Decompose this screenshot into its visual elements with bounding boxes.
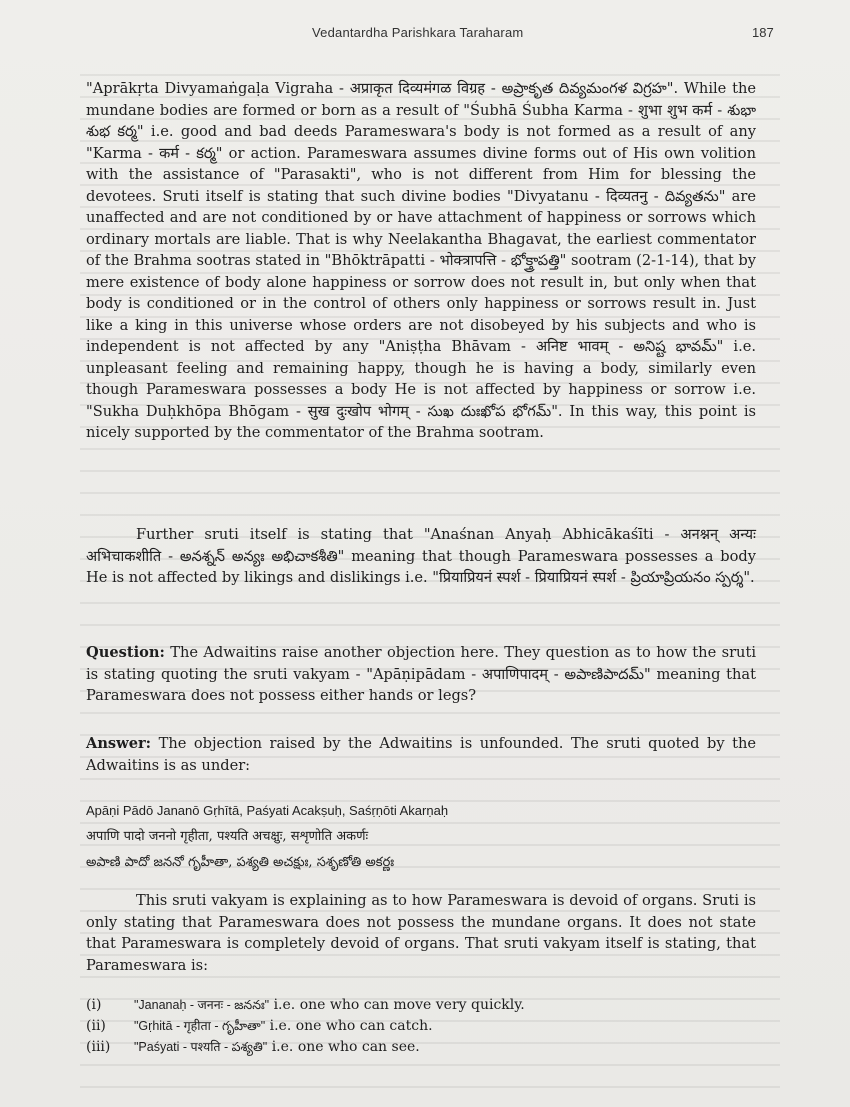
- verse-telugu: అపాణి పాదో జననో గృహీతా, పశ్యతి అచక్షుః, సశృణోతి అకర్ణః: [86, 855, 395, 870]
- page-header: [0, 22, 850, 42]
- list-term: "Gṛhitā - गृहीता - గృహీతా": [134, 1019, 266, 1033]
- list-term: "Jananaḥ - जननः - జననః": [134, 998, 270, 1012]
- paragraph-further-sruti: [86, 524, 756, 589]
- verse-devanagari: अपाणि पादो जननो गृहीता, पश्यति अचक्षुः, सशृणोति अकर्णः: [86, 829, 369, 844]
- list-item: [86, 1016, 756, 1037]
- paragraph-answer: [86, 733, 756, 776]
- list-number: (i): [86, 997, 102, 1013]
- paragraph-text: This sruti vakyam is explaining as to how Parameswara is devoid of organs. Sruti is only stating that Parameswara does not possess the mundane organs. It does not state that Parameswara is completely devoid of organs. That sruti vakyam itself is stating, that Parameswara is:: [86, 892, 756, 974]
- list-number: (ii): [86, 1018, 106, 1034]
- paragraph-explanation: [86, 890, 756, 976]
- list-desc: i.e. one who can catch.: [265, 1018, 433, 1034]
- question-text: The Adwaitins raise another objection here. They question as to how the sruti is stating quoting the sruti vakyam - "Apāṇipādam - अपाणिपादम् - అపాణిపాదమ్" meaning that Parameswara does not possess either hands or legs?: [86, 644, 756, 704]
- paragraph-text: "Aprākṛta Divyamaṅgaḷa Vigraha - अप्राकृत दिव्यमंगळ विग्रह - అప్రాకృత దివ్యమంగళ విగ్రహ". While the mundane bodies are formed or born as a result of "Śubhā Śubha Karma - शुभा शुभ कर्म - శుభా శుభ కర్మ" i.e. good and bad deeds Parameswara's body is not formed as a result of any "Karma - कर्म - కర్మ" or action. Parameswara assumes divine forms out of His own volition with the assistance of "Parasakti", who is not different from Him for blessing the devotees. Sruti itself is stating that such divine bodies "Divyatanu - दिव्यतनु - దివ్యతను" are unaffected and are not conditioned by or have attachment of happiness or sorrows which ordinary mortals are liable. That is why Neelakantha Bhagavat, the earliest commentator of the Brahma sootras stated in "Bhōktrāpatti - भोक्त्रापत्ति - భోక్త్రాపత్తి" sootram (2-1-14), that by mere existence of body alone happiness or sorrow does not result in, but only when that body is conditioned or in the control of others only happiness or sorrows result in. Just like a king in this universe whose orders are not disobeyed by his subjects and who is independent is not affected by any "Aniṣṭha Bhāvam - अनिष्ट भावम् - అనిష్ట భావమ్" i.e. unpleasant feeling and remaining happy, though he is having a body, similarly even though Parameswara possesses a body He is not affected by happiness or sorrow i.e. "Sukha Duḥkhōpa Bhōgam - सुख दुःखोप भोगम् - సుఖ దుఃఖోప భోగమ్". In this way, this point is nicely supported by the commentator of the Brahma sootram.: [86, 80, 756, 441]
- verse-roman: Apāṇi Pādō Jananō Gṛhītā, Paśyati Acakṣuḥ, Saśṛṇōti Akarṇaḥ: [86, 803, 449, 818]
- answer-label: Answer:: [86, 735, 152, 752]
- answer-text: The objection raised by the Adwaitins is unfounded. The sruti quoted by the Adwaitins is as under:: [86, 735, 756, 774]
- list-text: [134, 1037, 420, 1058]
- running-title: Vedantardha Parishkara Taraharam: [312, 25, 524, 40]
- paragraph-text: Further sruti itself is stating that "Anaśnan Anyaḥ Abhicākaśīti - अनश्नन् अन्यः अभिचाकशीति - అనశ్నన్ అన్యః అభిచాకశీతి" meaning that though Parameswara possesses a body He is not affected by likings and dislikings i.e. "प्रियाप्रियनं स्पर्श - प्रियाप्रियनं स्पर्श - ప్రియాప్రియనం స్పర్శ".: [86, 526, 756, 586]
- sruti-verse-block: [86, 798, 756, 876]
- list-number: (iii): [86, 1039, 111, 1055]
- paragraph-divine-body: [86, 78, 756, 444]
- list-desc: i.e. one who can move very quickly.: [269, 997, 525, 1013]
- list-item: [86, 995, 756, 1016]
- list-item: [86, 1037, 756, 1058]
- attributes-list: [86, 995, 756, 1058]
- list-text: [134, 995, 525, 1016]
- list-term: "Paśyati - पश्यति - పశ్యతి": [134, 1040, 268, 1054]
- list-text: [134, 1016, 433, 1037]
- list-desc: i.e. one who can see.: [267, 1039, 420, 1055]
- question-label: Question:: [86, 644, 165, 661]
- paragraph-question: [86, 642, 756, 707]
- page-number: 187: [752, 25, 774, 40]
